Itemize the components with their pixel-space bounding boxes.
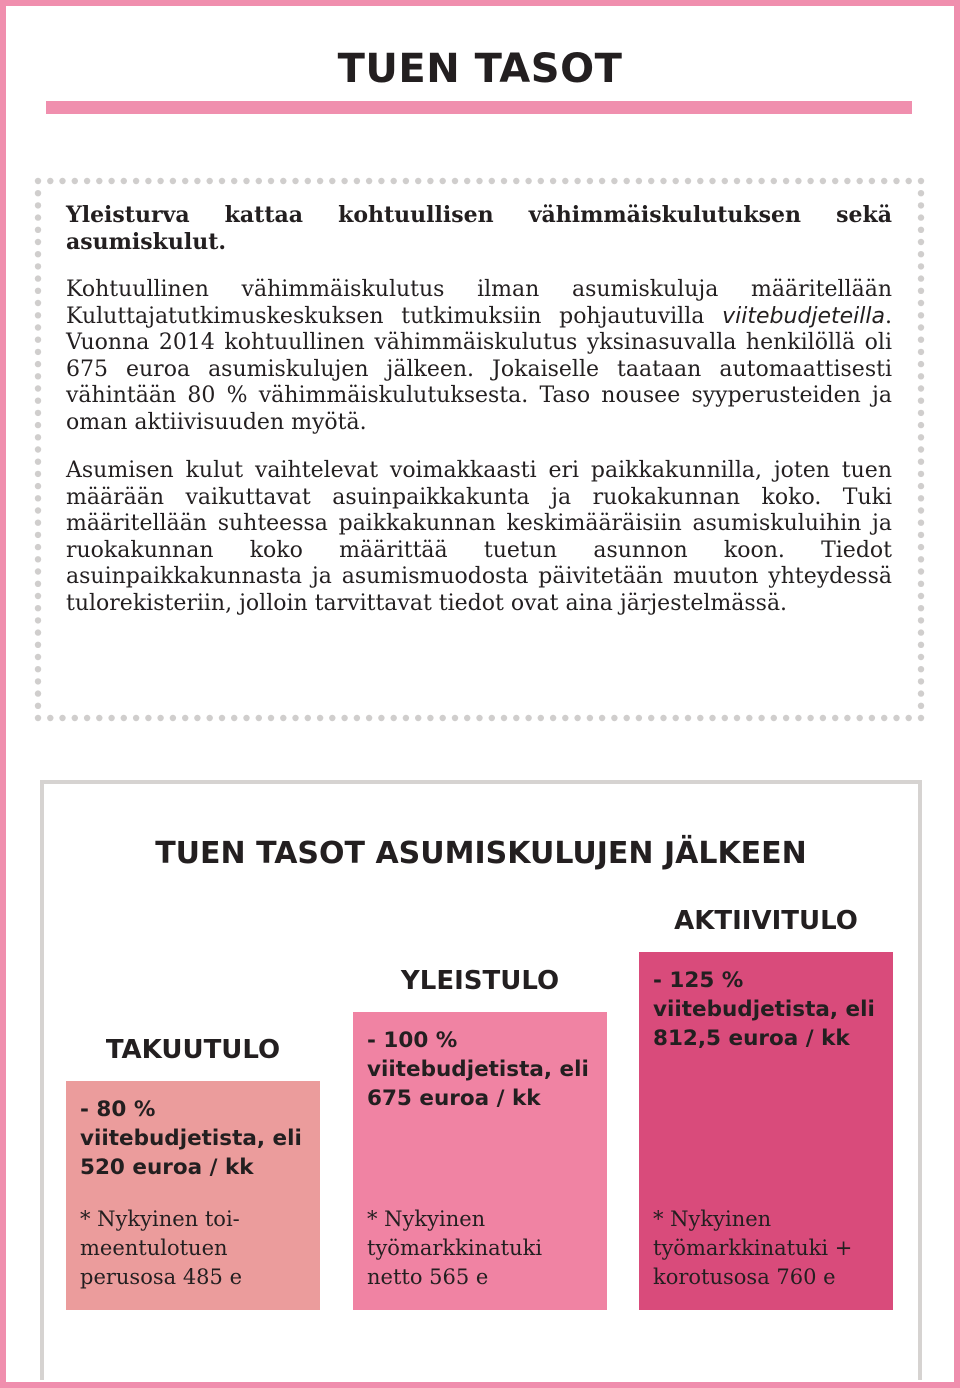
border-dot: [35, 275, 41, 281]
border-dot: [256, 715, 262, 721]
border-dot: [35, 556, 41, 562]
border-dot: [243, 178, 249, 184]
border-dot: [918, 178, 924, 184]
border-dot: [35, 593, 41, 599]
border-dot: [844, 178, 850, 184]
border-dot: [918, 337, 924, 343]
border-dot: [587, 715, 593, 721]
info-paragraph-2: Asumisen kulut vaihtelevat voimakkaasti eri paikkakunnilla, joten tuen määrään vaikuttavat asuinpaikkakunta ja ruokakunnan koko. Tuki määritellään suhteessa paikkakunnan keskimääräisiin asumiskuluihin ja ruokakunnan koko määrittää tuetun asunnon koon. Tiedot asuinpaikkakunnasta ja asumismuodosta päivitetään muuton yhteydessä tulorekisteriin, jolloin tarvittavat tiedot ovat aina järjestelmässä.: [66, 458, 892, 616]
border-dot: [35, 349, 41, 355]
border-dot: [734, 178, 740, 184]
border-dot: [231, 715, 237, 721]
border-dot: [317, 715, 323, 721]
border-dot: [35, 666, 41, 672]
border-dot: [35, 520, 41, 526]
border-dot: [35, 227, 41, 233]
info-p1-start: Kohtuullinen vähimmäiskulutus ilman asumiskuluja määritellään Kuluttajatutkimuskeskuksen tutkimuksiin pohjautuvilla: [66, 277, 892, 329]
border-dot: [329, 178, 335, 184]
border-dot: [869, 178, 875, 184]
border-dot: [96, 715, 102, 721]
border-dot: [440, 715, 446, 721]
border-dot: [489, 715, 495, 721]
info-p1-end: . Vuonna 2014 kohtuullinen vähimmäiskulutus yksinasuvalla henkilöllä oli 675 euroa asumiskulujen jälkeen. Jokaiselle taataan automaattisesti vähintään 80 % vähimmäiskulutuksesta. Taso nousee syyperusteiden ja oman aktiivisuuden myötä.: [66, 303, 892, 435]
border-dot: [918, 471, 924, 477]
border-dot: [35, 629, 41, 635]
border-dot: [35, 544, 41, 550]
border-dot: [440, 178, 446, 184]
border-dot: [145, 178, 151, 184]
border-dot: [795, 715, 801, 721]
border-dot: [84, 178, 90, 184]
bar-footnote: * Nykyinen työmarkkinatuki + korotusosa 760 e: [653, 1207, 853, 1289]
border-dot: [906, 178, 912, 184]
bar-label-yleistulo: YLEISTULO: [400, 966, 560, 996]
border-dot: [415, 715, 421, 721]
border-dot: [820, 715, 826, 721]
border-dot: [636, 715, 642, 721]
border-dot: [182, 178, 188, 184]
border-dot: [697, 178, 703, 184]
border-dot: [35, 422, 41, 428]
border-dot: [857, 715, 863, 721]
border-dot: [918, 617, 924, 623]
border-dot: [857, 178, 863, 184]
border-dot: [881, 715, 887, 721]
border-dot: [35, 568, 41, 574]
border-dot: [599, 715, 605, 721]
border-dot: [35, 373, 41, 379]
border-dot: [918, 483, 924, 489]
border-dot: [501, 178, 507, 184]
border-dot: [378, 178, 384, 184]
border-dot: [47, 715, 53, 721]
border-dot: [562, 178, 568, 184]
border-dot: [59, 715, 65, 721]
border-dot: [869, 715, 875, 721]
border-dot: [918, 251, 924, 257]
border-dot: [893, 715, 899, 721]
border-dot: [366, 178, 372, 184]
border-dot: [133, 178, 139, 184]
border-dot: [35, 202, 41, 208]
border-dot: [648, 178, 654, 184]
border-dot: [47, 178, 53, 184]
border-dot: [758, 178, 764, 184]
border-dot: [133, 715, 139, 721]
border-dot: [35, 190, 41, 196]
border-dot: [194, 178, 200, 184]
border-dot: [35, 239, 41, 245]
border-dot: [391, 178, 397, 184]
border-dot: [35, 507, 41, 513]
border-dot: [525, 715, 531, 721]
border-dot: [660, 715, 666, 721]
border-dot: [611, 178, 617, 184]
border-dot: [145, 715, 151, 721]
border-dot: [35, 605, 41, 611]
border-dot: [918, 678, 924, 684]
border-dot: [918, 629, 924, 635]
border-dot: [427, 178, 433, 184]
border-dot: [35, 495, 41, 501]
border-dot: [59, 178, 65, 184]
bar-aktiivitulo: [639, 952, 893, 1310]
border-dot: [918, 532, 924, 538]
border-dot: [771, 178, 777, 184]
bar-label-aktiivitulo: AKTIIVITULO: [674, 906, 858, 936]
border-dot: [709, 178, 715, 184]
border-dot: [574, 715, 580, 721]
border-dot: [918, 227, 924, 233]
border-dot: [341, 178, 347, 184]
border-dot: [292, 178, 298, 184]
border-dot: [660, 178, 666, 184]
border-dot: [415, 178, 421, 184]
border-dot: [35, 532, 41, 538]
border-dot: [35, 642, 41, 648]
border-dot: [771, 715, 777, 721]
border-dot: [893, 178, 899, 184]
border-dot: [35, 446, 41, 452]
border-dot: [918, 190, 924, 196]
border-dot: [35, 324, 41, 330]
border-dot: [918, 556, 924, 562]
border-dot: [685, 715, 691, 721]
border-dot: [918, 459, 924, 465]
border-dot: [341, 715, 347, 721]
border-dot: [906, 715, 912, 721]
info-p1-italic: viitebudjeteilla: [722, 303, 885, 329]
border-dot: [722, 178, 728, 184]
bar-value-label: - 80 % viitebudjetista, eli 520 euroa / kk: [80, 1097, 302, 1180]
info-paragraph-1: [66, 277, 892, 436]
border-dot: [427, 715, 433, 721]
border-dot: [305, 715, 311, 721]
border-dot: [918, 434, 924, 440]
border-dot: [35, 263, 41, 269]
border-dot: [35, 398, 41, 404]
border-dot: [918, 324, 924, 330]
border-dot: [292, 715, 298, 721]
border-dot: [918, 642, 924, 648]
border-dot: [207, 715, 213, 721]
border-dot: [746, 715, 752, 721]
border-dot: [918, 544, 924, 550]
border-dot: [243, 715, 249, 721]
border-dot: [918, 361, 924, 367]
bar-takuutulo: [66, 1081, 320, 1310]
border-dot: [35, 214, 41, 220]
border-dot: [918, 520, 924, 526]
info-lead: Yleisturva kattaa kohtuullisen vähimmäiskulutuksen sekä asumiskulut.: [66, 202, 892, 255]
border-dot: [231, 178, 237, 184]
border-dot: [489, 178, 495, 184]
border-dot: [746, 178, 752, 184]
border-dot: [758, 715, 764, 721]
border-dot: [918, 715, 924, 721]
border-dot: [35, 703, 41, 709]
border-dot: [170, 178, 176, 184]
border-dot: [918, 275, 924, 281]
border-dot: [881, 178, 887, 184]
border-dot: [476, 715, 482, 721]
border-dot: [918, 239, 924, 245]
border-dot: [918, 385, 924, 391]
border-dot: [403, 715, 409, 721]
border-dot: [280, 715, 286, 721]
border-dot: [391, 715, 397, 721]
border-dot: [501, 715, 507, 721]
border-dot: [329, 715, 335, 721]
border-dot: [918, 690, 924, 696]
border-dot: [378, 715, 384, 721]
border-dot: [403, 178, 409, 184]
border-dot: [918, 593, 924, 599]
border-dot: [722, 715, 728, 721]
border-dot: [918, 422, 924, 428]
bar-footnote: * Nykyinen työmarkkinatuki netto 565 e: [367, 1207, 543, 1289]
border-dot: [918, 300, 924, 306]
border-dot: [538, 715, 544, 721]
border-dot: [525, 178, 531, 184]
border-dot: [918, 495, 924, 501]
border-dot: [918, 654, 924, 660]
border-dot: [207, 178, 213, 184]
border-dot: [513, 178, 519, 184]
border-dot: [832, 715, 838, 721]
border-dot: [108, 715, 114, 721]
border-dot: [256, 178, 262, 184]
border-dot: [35, 300, 41, 306]
border-dot: [918, 581, 924, 587]
border-dot: [673, 715, 679, 721]
border-dot: [918, 666, 924, 672]
title-underline: [46, 101, 912, 114]
border-dot: [305, 178, 311, 184]
border-dot: [35, 288, 41, 294]
border-dot: [685, 178, 691, 184]
border-dot: [72, 178, 78, 184]
border-dot: [550, 715, 556, 721]
border-dot: [844, 715, 850, 721]
info-text: [66, 202, 892, 639]
border-dot: [611, 715, 617, 721]
border-dot: [697, 715, 703, 721]
border-dot: [219, 178, 225, 184]
border-dot: [96, 178, 102, 184]
border-dot: [35, 251, 41, 257]
border-dot: [35, 678, 41, 684]
border-dot: [574, 178, 580, 184]
border-dot: [121, 178, 127, 184]
border-dot: [464, 715, 470, 721]
border-dot: [35, 361, 41, 367]
border-dot: [464, 178, 470, 184]
border-dot: [108, 178, 114, 184]
border-dot: [807, 715, 813, 721]
border-dot: [734, 715, 740, 721]
page-title: TUEN TASOT: [337, 46, 623, 92]
border-dot: [624, 178, 630, 184]
border-dot: [354, 178, 360, 184]
border-dot: [624, 715, 630, 721]
border-dot: [587, 178, 593, 184]
border-dot: [673, 178, 679, 184]
border-dot: [550, 178, 556, 184]
border-dot: [709, 715, 715, 721]
border-dot: [918, 568, 924, 574]
border-dot: [35, 654, 41, 660]
chart-title: TUEN TASOT ASUMISKULUJEN JÄLKEEN: [155, 836, 807, 871]
border-dot: [35, 178, 41, 184]
border-dot: [918, 312, 924, 318]
border-dot: [636, 178, 642, 184]
border-dot: [35, 471, 41, 477]
border-dot: [807, 178, 813, 184]
border-dot: [182, 715, 188, 721]
bar-label-takuutulo: TAKUUTULO: [105, 1035, 281, 1065]
border-dot: [157, 178, 163, 184]
border-dot: [72, 715, 78, 721]
border-dot: [35, 434, 41, 440]
border-dot: [317, 178, 323, 184]
border-dot: [820, 178, 826, 184]
border-dot: [562, 715, 568, 721]
border-dot: [35, 410, 41, 416]
border-dot: [194, 715, 200, 721]
border-dot: [918, 202, 924, 208]
border-dot: [918, 373, 924, 379]
border-dot: [832, 178, 838, 184]
border-dot: [476, 178, 482, 184]
border-dot: [35, 483, 41, 489]
border-dot: [918, 410, 924, 416]
border-dot: [35, 385, 41, 391]
border-dot: [783, 178, 789, 184]
border-dot: [918, 398, 924, 404]
border-dot: [452, 178, 458, 184]
border-dot: [918, 507, 924, 513]
border-dot: [35, 581, 41, 587]
border-dot: [84, 715, 90, 721]
border-dot: [918, 214, 924, 220]
border-dot: [795, 178, 801, 184]
border-dot: [35, 312, 41, 318]
border-dot: [918, 263, 924, 269]
border-dot: [648, 715, 654, 721]
border-dot: [35, 459, 41, 465]
border-dot: [513, 715, 519, 721]
bar-value-label: - 100 % viitebudjetista, eli 675 euroa / kk: [367, 1028, 589, 1111]
border-dot: [918, 349, 924, 355]
border-dot: [452, 715, 458, 721]
border-dot: [268, 178, 274, 184]
bar-yleistulo: [353, 1012, 607, 1310]
border-dot: [35, 617, 41, 623]
border-dot: [121, 715, 127, 721]
border-dot: [783, 715, 789, 721]
border-dot: [268, 715, 274, 721]
border-dot: [219, 715, 225, 721]
border-dot: [35, 690, 41, 696]
border-dot: [354, 715, 360, 721]
bar-value-label: - 125 % viitebudjetista, eli 812,5 euroa / kk: [653, 968, 875, 1051]
border-dot: [35, 337, 41, 343]
border-dot: [366, 715, 372, 721]
border-dot: [538, 178, 544, 184]
border-dot: [157, 715, 163, 721]
border-dot: [170, 715, 176, 721]
border-dot: [918, 288, 924, 294]
border-dot: [599, 178, 605, 184]
border-dot: [280, 178, 286, 184]
border-dot: [918, 703, 924, 709]
border-dot: [918, 446, 924, 452]
bar-footnote: * Nykyinen toimeentulotuen perusosa 485 e: [80, 1207, 243, 1289]
border-dot: [918, 605, 924, 611]
border-dot: [35, 715, 41, 721]
